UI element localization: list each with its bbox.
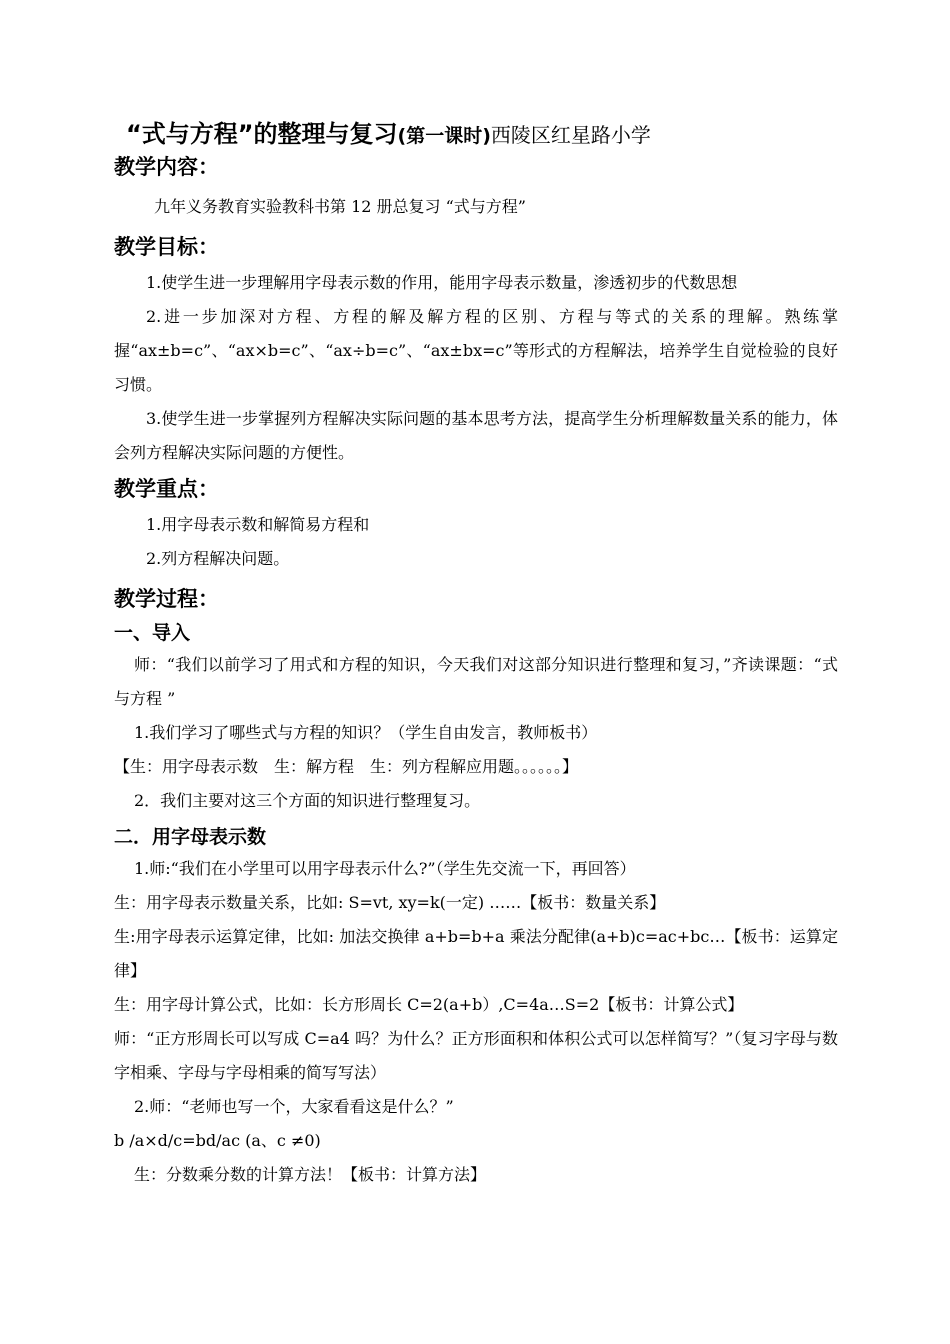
key-point-item: 1.用字母表示数和解简易方程和 (146, 515, 370, 534)
document-body (114, 118, 838, 1192)
key-point-item: 2.列方程解决问题。 (146, 549, 290, 568)
document-title (126, 118, 838, 152)
heading-goals: 教学目标： (114, 235, 219, 259)
section-2-paragraph: 生：用字母计算公式，比如：长方形周长 C=2(a+b）,C=4a…S=2【板书：计算公式】 (114, 995, 744, 1014)
section-2-paragraph: 师：“正方形周长可以写成 C=a4 吗？为什么？正方形面积和体积公式可以怎样简写？”（复习字母与数字相乘、字母与字母相乘的简写写法） (114, 1029, 838, 1082)
title-lesson: (第一课时) (397, 125, 491, 147)
section-1-paragraph: 师：“我们以前学习了用式和方程的知识，今天我们对这部分知识进行整理和复习，”齐读课题：“式与方程 ” (114, 655, 838, 708)
section-1-heading: 一、导入 (114, 622, 191, 644)
section-1-paragraph: 1.我们学习了哪些式与方程的知识？（学生自由发言，教师板书） (134, 723, 598, 742)
section-2-paragraph: 生：用字母表示数量关系，比如: S=vt, xy=k(一定) ……【板书：数量关系】 (114, 893, 666, 912)
section-2-paragraph: 生：分数乘分数的计算方法！【板书：计算方法】 (134, 1165, 487, 1184)
goal-item: 3.使学生进一步掌握列方程解决实际问题的基本思考方法，提高学生分析理解数量关系的能力，体会列方程解决实际问题的方便性。 (114, 409, 838, 462)
section-2-paragraph: 生:用字母表示运算定律，比如: 加法交换律 a+b=b+a 乘法分配律(a+b)c=ac+bc…【板书：运算定律】 (114, 927, 838, 980)
section-1-paragraph: 2．我们主要对这三个方面的知识进行整理复习。 (134, 791, 481, 810)
section-2-paragraph: 2.师：“老师也写一个，大家看看这是什么？” (134, 1097, 454, 1116)
formula-line: b /a×d/c=bd/ac (a、c ≠0) (114, 1131, 321, 1150)
section-2-paragraph: 1.师:“我们在小学里可以用字母表示什么?”（学生先交流一下，再回答） (134, 859, 636, 878)
heading-content: 教学内容： (114, 155, 219, 179)
section-1-paragraph: 【生：用字母表示数 生：解方程 生：列方程解应用题。。。。。。】 (114, 757, 579, 776)
content-text: 九年义务教育实验教科书第 12 册总复习 “式与方程” (154, 197, 526, 216)
heading-key-points: 教学重点： (114, 477, 219, 501)
goal-item: 2.进一步加深对方程、方程的解及解方程的区别、方程与等式的关系的理解。熟练掌握“ax±b=c”、“ax×b=c”、“ax÷b=c”、“ax±bx=c”等形式的方程解法，培养学生自觉检验的良好习惯。 (114, 307, 838, 394)
section-2-heading: 二．用字母表示数 (114, 826, 267, 848)
goal-item: 1.使学生进一步理解用字母表示数的作用，能用字母表示数量，渗透初步的代数思想 (146, 273, 738, 292)
heading-process: 教学过程： (114, 587, 219, 611)
title-main: “式与方程”的整理与复习 (126, 120, 398, 148)
title-school: 西陵区红星路小学 (490, 123, 651, 147)
